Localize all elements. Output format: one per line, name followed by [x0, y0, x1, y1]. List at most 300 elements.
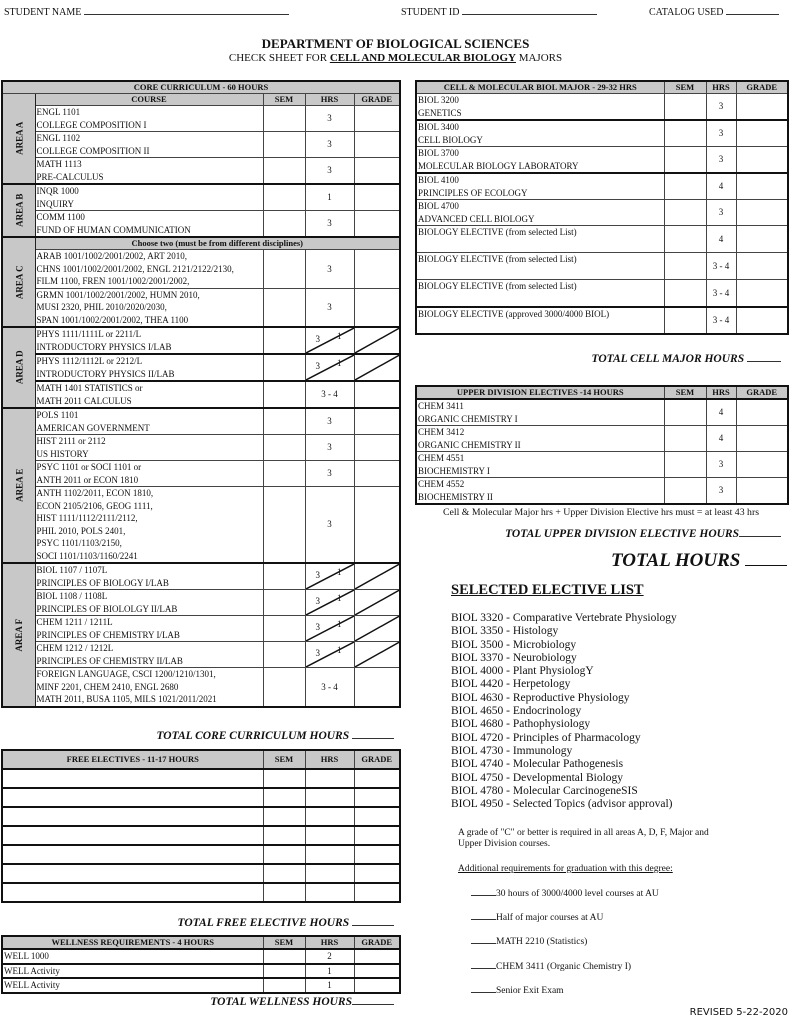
sem-cell[interactable]	[263, 826, 305, 845]
grade-cell[interactable]	[736, 280, 788, 307]
course-cell: ARAB 1001/1002/2001/2002, ART 2010, CHNS 1001/1002/2001/2002, ENGL 2121/2122/2130, FILM 1100, FREN 1001/1002/2001/2002,	[35, 250, 263, 289]
sem-cell[interactable]	[664, 120, 706, 147]
requirement-check-item[interactable]	[471, 887, 659, 899]
grade-cell[interactable]	[736, 200, 788, 226]
hrs-cell[interactable]	[305, 826, 354, 845]
grade-cell[interactable]	[354, 845, 400, 864]
student-id-field[interactable]	[401, 5, 597, 18]
col-sem: SEM	[263, 936, 305, 949]
requirement-label: 30 hours of 3000/4000 level courses at AU	[496, 889, 659, 899]
hrs-cell: 3	[305, 132, 354, 158]
hrs-split-cell: 3 1	[305, 590, 354, 616]
grade-cell[interactable]	[354, 807, 400, 826]
course-cell: FOREIGN LANGUAGE, CSCI 1200/1210/1301, MINF 2201, CHEM 2410, ENGL 2680 MATH 2011, BUSA 1105, MILS 1021/2011/2021	[35, 668, 263, 707]
course-cell: BIOL 1107 / 1107L PRINCIPLES OF BIOLOGY I/LAB	[35, 563, 263, 590]
table-row	[416, 399, 788, 426]
course-cell: WELL Activity	[2, 978, 263, 993]
subtitle-prefix: CHECK SHEET FOR	[228, 52, 330, 64]
table-row	[2, 327, 400, 354]
course-cell: BIOLOGY ELECTIVE (from selected List)	[416, 226, 664, 253]
course-cell: ANTH 1102/2011, ECON 1810, ECON 2105/2106, GEOG 1111, HIST 1111/1112/2111/2112, PHIL 2010, POLS 2401, PSYC 1101/1103/2150, SOCI 1101/1103/1160/2241	[35, 487, 263, 564]
list-item: BIOL 4680 - Pathophysiology	[451, 718, 591, 731]
major-title: CELL & MOLECULAR BIOL MAJOR - 29-32 HRS	[416, 81, 664, 94]
grade-requirement-note	[458, 828, 709, 850]
catalog-used-label: CATALOG USED	[649, 7, 724, 18]
sem-cell[interactable]	[664, 94, 706, 121]
requirement-label: CHEM 3411 (Organic Chemistry I)	[496, 962, 632, 972]
table-row	[416, 426, 788, 452]
grade-cell[interactable]	[354, 978, 400, 993]
table-row	[2, 788, 400, 807]
total-major-label: TOTAL CELL MAJOR HOURS	[591, 353, 745, 365]
course-cell: MATH 1113 PRE-CALCULUS	[35, 158, 263, 185]
grade-cell[interactable]	[354, 250, 400, 289]
sem-cell[interactable]	[263, 381, 305, 408]
table-row	[2, 158, 400, 185]
grade-cell[interactable]	[736, 399, 788, 426]
sem-cell[interactable]	[263, 642, 305, 668]
subtitle-suffix: MAJORS	[515, 52, 563, 64]
table-row	[416, 307, 788, 334]
hrs-cell: 3	[305, 250, 354, 289]
area-e-label: AREA E	[2, 408, 35, 563]
col-hrs: HRS	[706, 81, 736, 94]
total-hours-label: TOTAL HOURS	[611, 550, 741, 571]
hrs-split-cell: 3 1	[305, 642, 354, 668]
sem-cell[interactable]	[263, 354, 305, 381]
table-row	[2, 949, 400, 964]
sem-cell[interactable]	[263, 590, 305, 616]
grade-cell[interactable]	[354, 864, 400, 883]
area-d-label: AREA D	[2, 327, 35, 408]
hrs-cell: 3	[706, 147, 736, 174]
sem-cell[interactable]	[263, 461, 305, 487]
sem-cell[interactable]	[263, 106, 305, 132]
hrs-cell: 3 - 4	[706, 253, 736, 280]
col-sem: SEM	[664, 81, 706, 94]
sem-cell[interactable]	[263, 184, 305, 211]
choose-two-note: Choose two (must be from different disciplines)	[35, 237, 400, 250]
hrs-cell: 3	[305, 487, 354, 564]
table-row	[2, 211, 400, 238]
hrs-cell: 3 - 4	[305, 668, 354, 707]
sem-cell[interactable]	[263, 616, 305, 642]
sem-cell[interactable]	[664, 280, 706, 307]
sem-cell[interactable]	[263, 788, 305, 807]
total-core-label: TOTAL CORE CURRICULUM HOURS	[156, 730, 350, 742]
grade-split-cell[interactable]	[354, 354, 400, 381]
list-item: BIOL 3320 - Comparative Vertebrate Physiology	[451, 612, 677, 624]
total-cell-major-hours	[592, 352, 782, 365]
course-cell: BIOL 4700 ADVANCED CELL BIOLOGY	[416, 200, 664, 226]
course-cell: BIOL 1108 / 1108L PRINCIPLES OF BIOLOLGY II/LAB	[35, 590, 263, 616]
course-cell: BIOLOGY ELECTIVE (from selected List)	[416, 253, 664, 280]
sem-cell[interactable]	[263, 668, 305, 707]
hrs-cell: 1	[305, 978, 354, 993]
total-hours	[611, 549, 787, 572]
col-hrs: HRS	[305, 936, 354, 949]
hrs-cell: 4	[706, 426, 736, 452]
total-free-blank[interactable]	[352, 916, 394, 926]
sem-cell[interactable]	[263, 807, 305, 826]
list-item: BIOL 3500 - Microbiology	[451, 638, 577, 651]
grade-cell[interactable]	[736, 226, 788, 253]
table-row	[2, 106, 400, 132]
area-b-label: AREA B	[2, 184, 35, 237]
course-cell: MATH 1401 STATISTICS or MATH 2011 CALCULUS	[35, 381, 263, 408]
total-major-blank[interactable]	[747, 352, 781, 362]
course-cell: BIOL 3200 GENETICS	[416, 94, 664, 121]
hrs-cell: 3	[305, 211, 354, 238]
selected-elective-list	[451, 612, 677, 811]
revised-date: REVISED 5-22-2020	[689, 1007, 788, 1018]
grade-cell[interactable]	[736, 147, 788, 174]
requirement-label: MATH 2210 (Statistics)	[496, 937, 588, 947]
course-cell: CHEM 3412 ORGANIC CHEMISTRY II	[416, 426, 664, 452]
grade-cell[interactable]	[354, 132, 400, 158]
course-cell: BIOL 4100 PRINCIPLES OF ECOLOGY	[416, 173, 664, 200]
table-row	[416, 226, 788, 253]
grade-cell[interactable]	[354, 461, 400, 487]
course-cell: GRMN 1001/1002/2001/2002, HUMN 2010, MUSI 2320, PHIL 2010/2020/2030, SPAN 1001/1002/2001/2002, THEA 1100	[35, 288, 263, 327]
course-cell: PHYS 1111/1111L or 2211/L INTRODUCTORY PHYSICS I/LAB	[35, 327, 263, 354]
grade-cell[interactable]	[354, 158, 400, 185]
major-table	[415, 80, 789, 335]
course-cell: CHEM 3411 ORGANIC CHEMISTRY I	[416, 399, 664, 426]
check-blank[interactable]	[471, 911, 496, 920]
hrs-cell: 3	[305, 461, 354, 487]
list-item: BIOL 4950 - Selected Topics (advisor approval)	[451, 798, 673, 811]
course-cell: HIST 2111 or 2112 US HISTORY	[35, 435, 263, 461]
sem-cell[interactable]	[664, 478, 706, 505]
course-cell: ENGL 1102 COLLEGE COMPOSITION II	[35, 132, 263, 158]
subtitle-major: CELL AND MOLECULAR BIOLOGY	[329, 52, 516, 64]
hrs-cell: 3 - 4	[706, 280, 736, 307]
grade-cell[interactable]	[354, 184, 400, 211]
list-item: BIOL 3350 - Histology	[451, 625, 559, 638]
sem-cell[interactable]	[263, 211, 305, 238]
table-row	[2, 769, 400, 788]
free-electives-title: FREE ELECTIVES - 11-17 HOURS	[2, 750, 263, 769]
sem-cell[interactable]	[263, 883, 305, 902]
check-blank[interactable]	[471, 984, 496, 993]
hrs-split-cell: 3 1	[305, 354, 354, 381]
sem-cell[interactable]	[664, 253, 706, 280]
grade-cell[interactable]	[354, 883, 400, 902]
grade-cell[interactable]	[736, 452, 788, 478]
sem-cell[interactable]	[664, 200, 706, 226]
sem-cell[interactable]	[263, 563, 305, 590]
course-cell: WELL 1000	[2, 949, 263, 964]
course-cell[interactable]	[2, 883, 263, 902]
hrs-cell: 3	[305, 408, 354, 435]
sem-cell[interactable]	[263, 845, 305, 864]
student-id-label: STUDENT ID	[401, 7, 460, 18]
table-row	[2, 408, 400, 435]
sem-cell[interactable]	[263, 435, 305, 461]
hrs-cell: 3	[706, 120, 736, 147]
area-a-label: AREA A	[2, 94, 35, 185]
student-id-blank[interactable]	[462, 5, 597, 15]
table-row	[2, 132, 400, 158]
sem-cell[interactable]	[263, 949, 305, 964]
list-item: BIOL 4740 - Molecular Pathogenesis	[451, 758, 624, 771]
area-c-label: AREA C	[2, 237, 35, 327]
grade-split-cell[interactable]	[354, 563, 400, 590]
sem-cell[interactable]	[664, 147, 706, 174]
grade-cell[interactable]	[354, 487, 400, 564]
list-item: BIOL 4730 - Immunology	[451, 744, 573, 757]
course-cell: BIOL 3400 CELL BIOLOGY	[416, 120, 664, 147]
table-row	[2, 590, 400, 616]
major-plus-upper-note: Cell & Molecular Major hrs + Upper Division Elective hrs must = at least 43 hrs	[442, 507, 760, 518]
course-cell[interactable]	[2, 807, 263, 826]
col-grade: GRADE	[354, 750, 400, 769]
hrs-cell: 3	[305, 288, 354, 327]
hrs-split-cell: 3 1	[305, 327, 354, 354]
grade-cell[interactable]	[354, 408, 400, 435]
course-cell: PSYC 1101 or SOCI 1101 or ANTH 2011 or ECON 1810	[35, 461, 263, 487]
hrs-cell: 1	[305, 964, 354, 979]
sem-cell[interactable]	[263, 132, 305, 158]
sem-cell[interactable]	[263, 978, 305, 993]
grade-split-cell[interactable]	[354, 616, 400, 642]
sem-cell[interactable]	[664, 173, 706, 200]
table-row	[416, 280, 788, 307]
course-cell[interactable]	[2, 864, 263, 883]
requirement-label: Senior Exit Exam	[496, 986, 564, 996]
table-row	[2, 487, 400, 564]
course-cell[interactable]	[2, 788, 263, 807]
list-item: BIOL 4630 - Reproductive Physiology	[451, 691, 630, 704]
table-row	[2, 381, 400, 408]
total-core-blank[interactable]	[352, 729, 394, 739]
hrs-cell[interactable]	[305, 845, 354, 864]
hrs-cell: 4	[706, 399, 736, 426]
table-row	[416, 452, 788, 478]
sem-cell[interactable]	[263, 288, 305, 327]
col-hrs: HRS	[706, 386, 736, 399]
course-cell: CHEM 1212 / 1212L PRINCIPLES OF CHEMISTRY II/LAB	[35, 642, 263, 668]
list-item: BIOL 4650 - Endocrinology	[451, 705, 582, 718]
course-cell: INQR 1000 INQUIRY	[35, 184, 263, 211]
catalog-used-field[interactable]	[649, 5, 779, 18]
requirement-check-item[interactable]	[471, 911, 603, 923]
selected-elective-list-title: SELECTED ELECTIVE LIST	[451, 582, 644, 598]
course-cell: WELL Activity	[2, 964, 263, 979]
hrs-split-cell: 3 1	[305, 563, 354, 590]
check-blank[interactable]	[471, 887, 496, 896]
col-grade: GRADE	[736, 81, 788, 94]
list-item: BIOL 4000 - Plant PhysiologY	[451, 665, 594, 678]
col-hrs: HRS	[305, 94, 354, 106]
course-cell[interactable]	[2, 769, 263, 788]
grade-cell[interactable]	[354, 769, 400, 788]
grade-cell[interactable]	[354, 435, 400, 461]
hrs-cell[interactable]	[305, 883, 354, 902]
course-cell: PHYS 1112/1112L or 2212/L INTRODUCTORY PHYSICS II/LAB	[35, 354, 263, 381]
table-row	[2, 616, 400, 642]
total-upper-division-hours	[505, 527, 781, 540]
check-blank[interactable]	[471, 960, 496, 969]
table-row	[2, 354, 400, 381]
total-free-elective-hours	[178, 916, 394, 929]
area-f-label: AREA F	[2, 563, 35, 707]
col-grade: GRADE	[736, 386, 788, 399]
student-name-field[interactable]	[4, 5, 289, 18]
grade-cell[interactable]	[354, 964, 400, 979]
grade-cell[interactable]	[354, 381, 400, 408]
course-cell: COMM 1100 FUND OF HUMAN COMMUNICATION	[35, 211, 263, 238]
grade-cell[interactable]	[736, 253, 788, 280]
grade-split-cell[interactable]	[354, 590, 400, 616]
col-course: COURSE	[35, 94, 263, 106]
grade-cell[interactable]	[354, 826, 400, 845]
sem-cell[interactable]	[263, 769, 305, 788]
core-title: CORE CURRICULUM - 60 HOURS	[2, 81, 400, 94]
student-name-label: STUDENT NAME	[4, 7, 82, 18]
table-row	[2, 978, 400, 993]
table-row	[2, 435, 400, 461]
table-row	[2, 461, 400, 487]
grade-cell[interactable]	[736, 426, 788, 452]
col-hrs: HRS	[305, 750, 354, 769]
course-cell: POLS 1101 AMERICAN GOVERNMENT	[35, 408, 263, 435]
course-cell[interactable]	[2, 845, 263, 864]
course-cell[interactable]	[2, 826, 263, 845]
hrs-cell[interactable]	[305, 788, 354, 807]
sem-cell[interactable]	[664, 307, 706, 334]
hrs-cell[interactable]	[305, 807, 354, 826]
hrs-cell: 2	[305, 949, 354, 964]
table-row	[416, 147, 788, 174]
hrs-cell: 1	[305, 184, 354, 211]
col-sem: SEM	[263, 750, 305, 769]
hrs-cell[interactable]	[305, 864, 354, 883]
sem-cell[interactable]	[263, 408, 305, 435]
course-cell: BIOLOGY ELECTIVE (approved 3000/4000 BIOL)	[416, 307, 664, 334]
grade-cell[interactable]	[736, 307, 788, 334]
total-hours-blank[interactable]	[745, 549, 787, 566]
table-row	[2, 826, 400, 845]
table-row	[2, 845, 400, 864]
list-item: BIOL 4420 - Herpetology	[451, 678, 571, 691]
grade-cell[interactable]	[354, 211, 400, 238]
wellness-title: WELLNESS REQUIREMENTS - 4 HOURS	[2, 936, 263, 949]
grade-note-line-1: A grade of "C" or better is required in all areas A, D, F, Major and	[458, 828, 709, 838]
table-row	[2, 883, 400, 902]
page-title: DEPARTMENT OF BIOLOGICAL SCIENCES	[261, 36, 530, 51]
total-upper-label: TOTAL UPPER DIVISION ELECTIVE HOURS	[505, 528, 739, 540]
table-row	[2, 642, 400, 668]
sem-cell[interactable]	[664, 452, 706, 478]
wellness-table	[1, 935, 401, 994]
sem-cell[interactable]	[263, 158, 305, 185]
sem-cell[interactable]	[664, 399, 706, 426]
grade-cell[interactable]	[354, 949, 400, 964]
upper-division-table	[415, 385, 789, 505]
col-sem: SEM	[664, 386, 706, 399]
table-row	[416, 120, 788, 147]
total-wellness-hours	[210, 995, 394, 1008]
sem-cell[interactable]	[263, 327, 305, 354]
grade-split-cell[interactable]	[354, 327, 400, 354]
table-row	[2, 250, 400, 289]
hrs-cell[interactable]	[305, 769, 354, 788]
sem-cell[interactable]	[263, 250, 305, 289]
total-core-hours	[156, 729, 394, 742]
course-cell: BIOL 3700 MOLECULAR BIOLOGY LABORATORY	[416, 147, 664, 174]
free-electives-table	[1, 749, 401, 903]
grade-note-line-2: Upper Division courses.	[458, 839, 551, 849]
hrs-cell: 3	[706, 452, 736, 478]
grade-cell[interactable]	[354, 668, 400, 707]
additional-requirements-title: Additional requirements for graduation with this degree:	[458, 864, 673, 874]
list-item: BIOL 4720 - Principles of Pharmacology	[451, 731, 641, 744]
sem-cell[interactable]	[263, 487, 305, 564]
table-row	[2, 288, 400, 327]
grade-cell[interactable]	[354, 788, 400, 807]
page-subtitle	[0, 52, 791, 64]
core-curriculum-table	[1, 80, 401, 708]
course-cell: CHEM 4552 BIOCHEMISTRY II	[416, 478, 664, 505]
total-free-label: TOTAL FREE ELECTIVE HOURS	[177, 917, 350, 929]
check-blank[interactable]	[471, 935, 496, 944]
total-upper-blank[interactable]	[739, 527, 781, 537]
sem-cell[interactable]	[263, 964, 305, 979]
requirement-label: Half of major courses at AU	[496, 913, 604, 923]
requirement-check-item[interactable]	[471, 960, 631, 972]
total-wellness-blank[interactable]	[352, 995, 394, 1005]
table-row	[2, 184, 400, 211]
hrs-cell: 3 - 4	[706, 307, 736, 334]
grade-cell[interactable]	[736, 120, 788, 147]
col-grade: GRADE	[354, 936, 400, 949]
table-row	[2, 668, 400, 707]
table-row	[416, 200, 788, 226]
grade-split-cell[interactable]	[354, 642, 400, 668]
sem-cell[interactable]	[664, 426, 706, 452]
hrs-cell: 4	[706, 173, 736, 200]
grade-cell[interactable]	[354, 106, 400, 132]
table-row	[416, 94, 788, 121]
requirement-check-item[interactable]	[471, 984, 564, 996]
course-cell: CHEM 4551 BIOCHEMISTRY I	[416, 452, 664, 478]
table-row	[2, 964, 400, 979]
requirement-check-item[interactable]	[471, 935, 587, 947]
col-sem: SEM	[263, 94, 305, 106]
hrs-cell: 3	[305, 158, 354, 185]
upper-division-title: UPPER DIVISION ELECTIVES -14 HOURS	[416, 386, 664, 399]
catalog-used-blank[interactable]	[726, 5, 779, 15]
grade-cell[interactable]	[736, 173, 788, 200]
list-item: BIOL 4750 - Developmental Biology	[451, 771, 624, 784]
hrs-cell: 4	[706, 226, 736, 253]
table-row	[2, 563, 400, 590]
course-cell: CHEM 1211 / 1211L PRINCIPLES OF CHEMISTRY I/LAB	[35, 616, 263, 642]
hrs-cell: 3	[305, 435, 354, 461]
hrs-cell: 3	[706, 200, 736, 226]
grade-cell[interactable]	[354, 288, 400, 327]
student-name-blank[interactable]	[84, 5, 289, 15]
total-wellness-label: TOTAL WELLNESS HOURS	[210, 996, 352, 1008]
grade-cell[interactable]	[736, 478, 788, 505]
grade-cell[interactable]	[736, 94, 788, 121]
hrs-cell: 3 - 4	[305, 381, 354, 408]
hrs-split-cell: 3 1	[305, 616, 354, 642]
sem-cell[interactable]	[263, 864, 305, 883]
sem-cell[interactable]	[664, 226, 706, 253]
